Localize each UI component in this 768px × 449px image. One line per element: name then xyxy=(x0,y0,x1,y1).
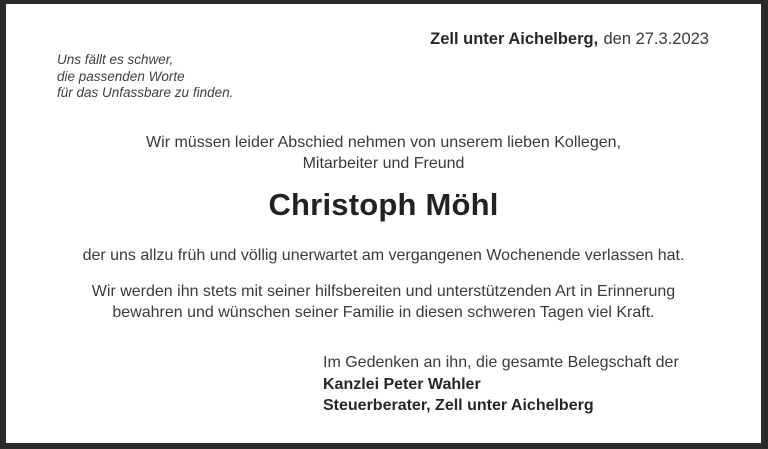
intro-line-2: Mitarbeiter und Freund xyxy=(302,155,465,172)
tribute-line-2: bewahren und wünschen seiner Familie in diesen schweren Tagen viel Kraft. xyxy=(112,304,655,321)
dateline xyxy=(430,30,709,49)
company-role-location: Steuerberater, Zell unter Aichelberg xyxy=(323,397,594,414)
tribute-line-1: Wir werden ihn stets mit seiner hilfsbereiten und unterstützenden Art in Erinnerung xyxy=(91,283,676,300)
closing-block xyxy=(323,352,679,417)
dateline-place: Zell unter Aichelberg, xyxy=(430,30,599,48)
epigraph-line-2: die passenden Worte xyxy=(57,68,185,84)
epigraph xyxy=(57,52,233,102)
tribute-paragraph xyxy=(6,281,761,323)
intro-line-1: Wir müssen leider Abschied nehmen von unserem lieben Kollegen, xyxy=(146,134,621,151)
intro-paragraph xyxy=(6,132,761,174)
company-name: Kanzlei Peter Wahler xyxy=(323,375,481,393)
dateline-date: den 27.3.2023 xyxy=(603,30,709,48)
deceased-name: Christoph Möhl xyxy=(268,187,499,222)
epigraph-line-3: für das Unfassbare zu finden. xyxy=(57,85,234,100)
farewell-line: der uns allzu früh und völlig unerwartet am vergangenen Wochenende verlassen hat. xyxy=(82,247,685,264)
epigraph-line-1: Uns fällt es schwer, xyxy=(57,52,174,67)
closing-line-1: Im Gedenken an ihn, die gesamte Belegschaft der xyxy=(323,354,679,371)
